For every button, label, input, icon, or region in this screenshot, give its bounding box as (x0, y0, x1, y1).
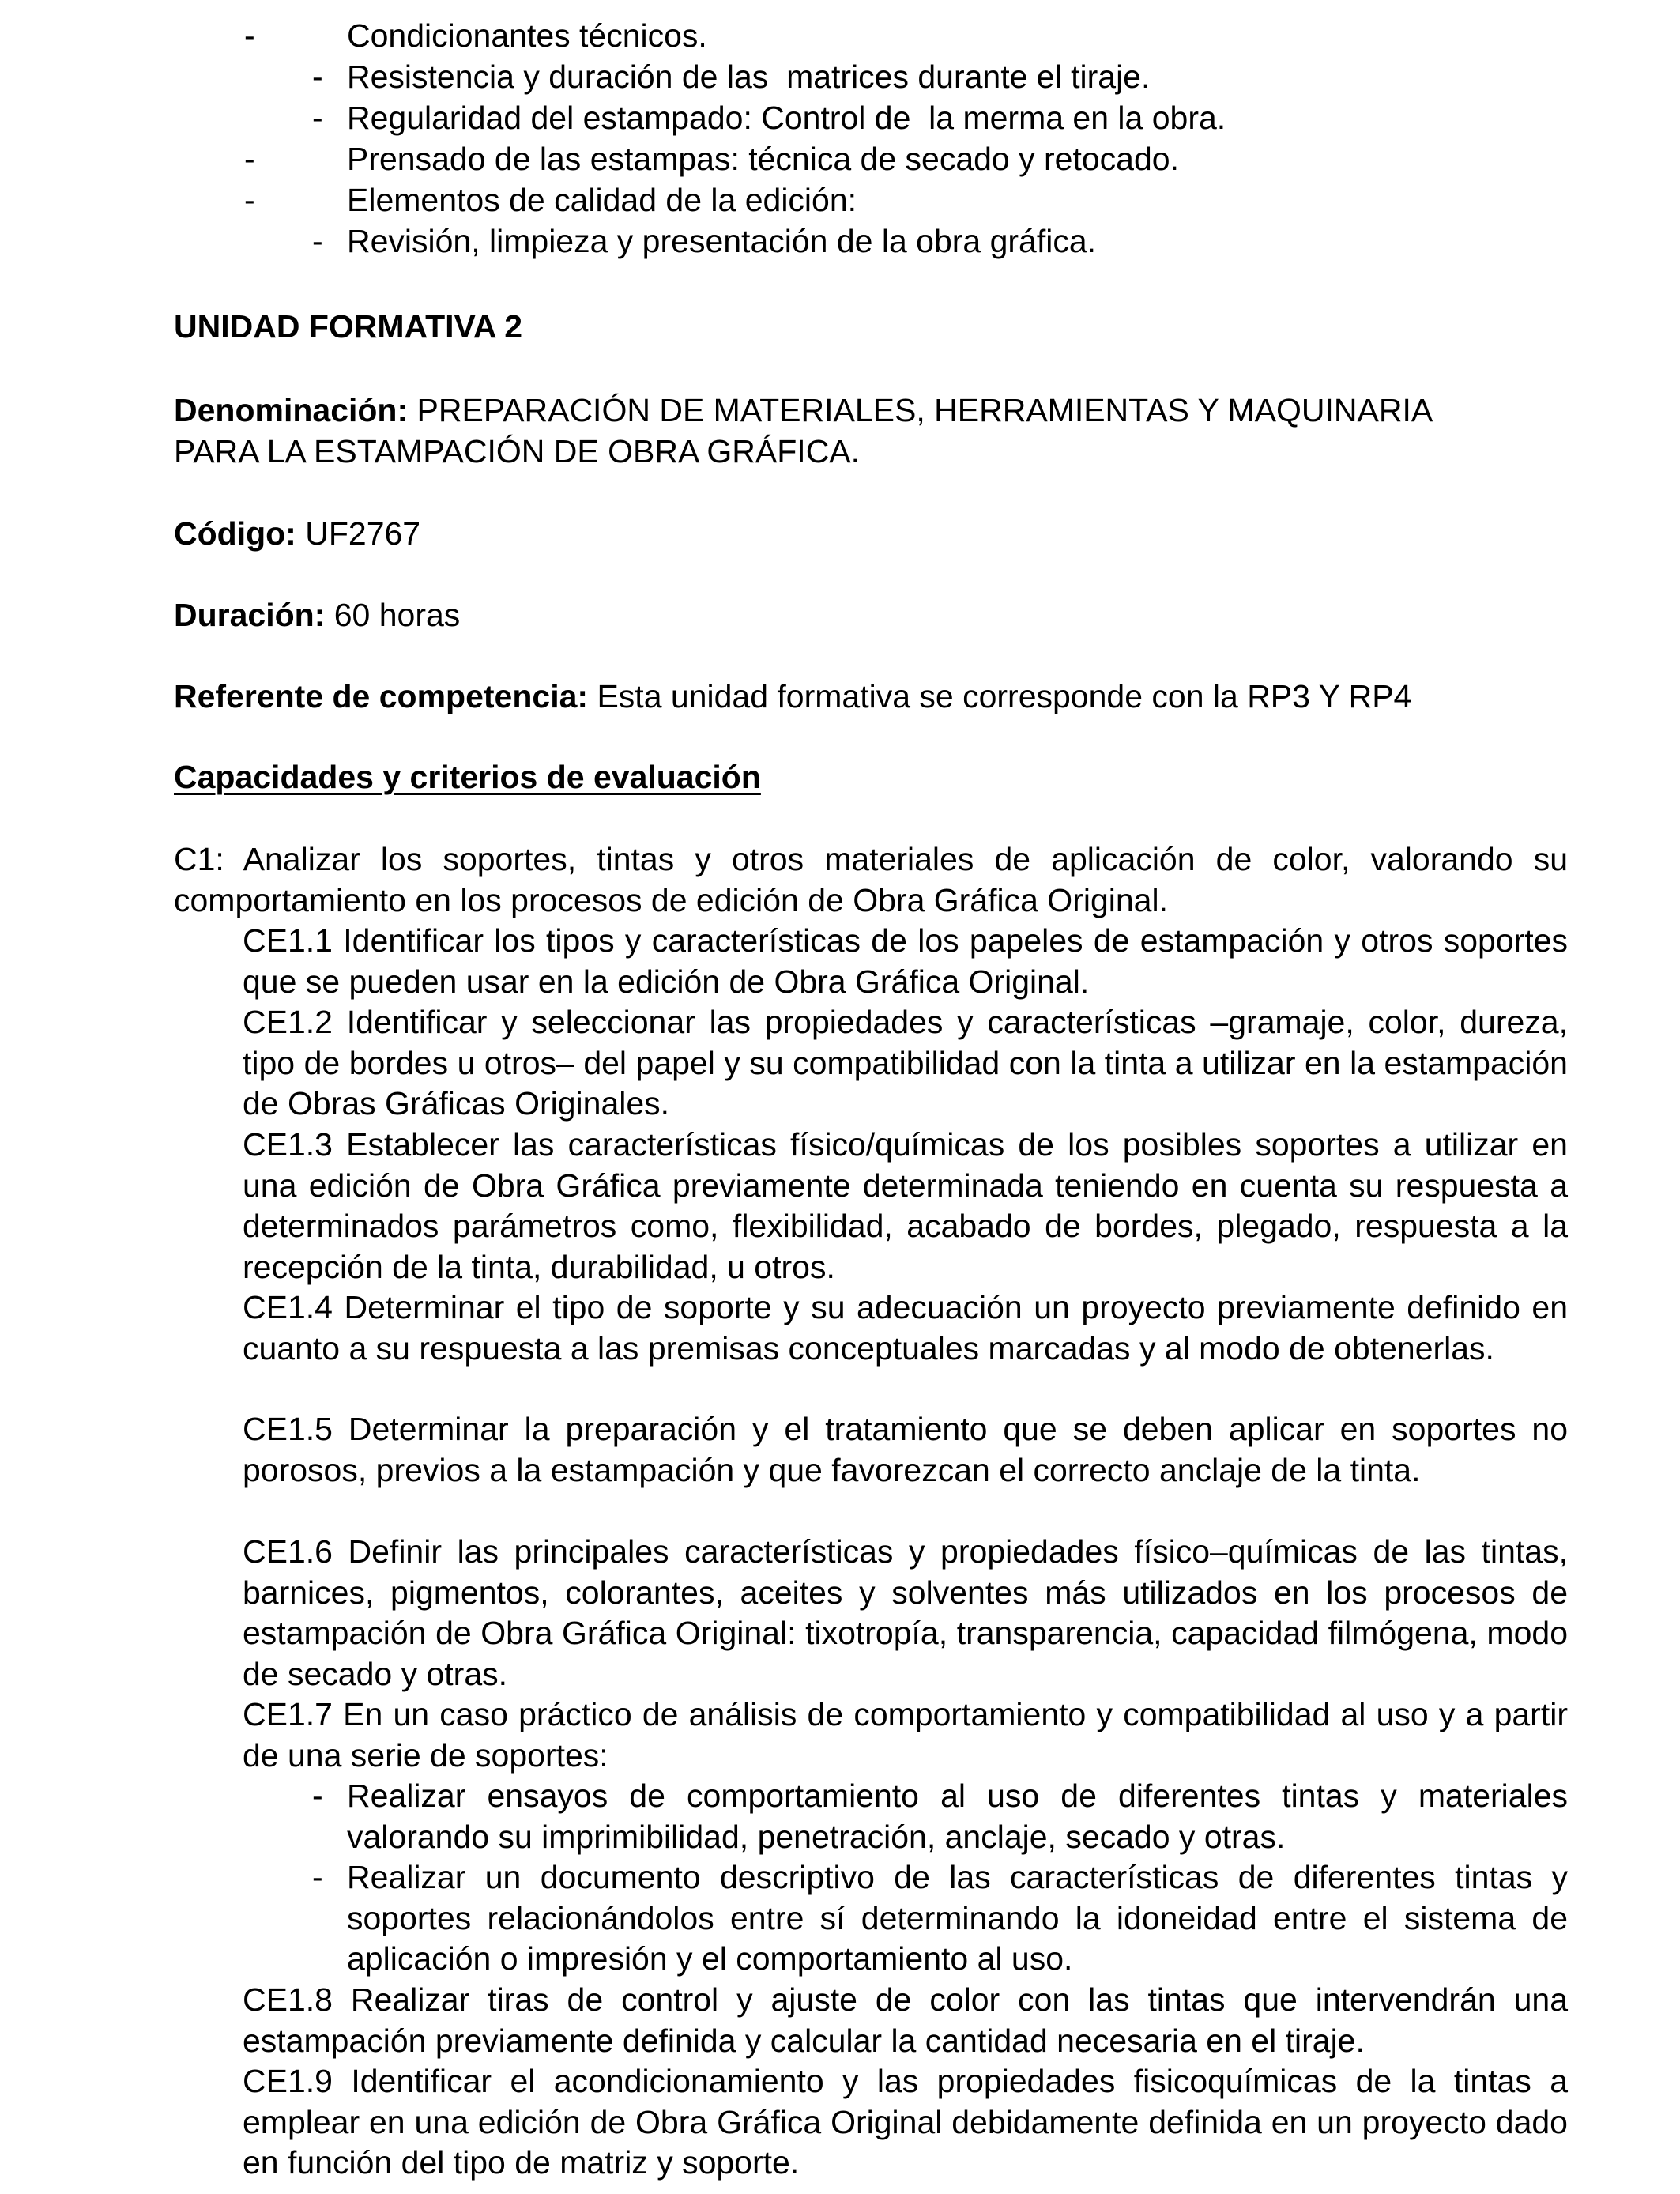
list-marker: - (312, 58, 323, 95)
denominacion-value: PREPARACIÓN DE MATERIALES, HERRAMIENTAS Y MAQUINARIA (408, 392, 1433, 428)
unit-title: UNIDAD FORMATIVA 2 (174, 308, 523, 345)
ce17-subitem-text: Realizar un documento descriptivo de las características de diferentes tintas y soportes relacionándolos entre sí determinando la idoneidad entre el sistema de aplicación o impresión y el comportamiento al uso. (347, 1859, 1568, 1977)
list-marker: - (244, 17, 255, 54)
criterion-ce1-7: CE1.7 En un caso práctico de análisis de comportamiento y compatibilidad al uso y a partir de una serie de soportes: (243, 1696, 1568, 1774)
ce17-subitem (347, 1776, 1568, 1857)
list-item: Resistencia y duración de las matrices durante el tiraje. (347, 58, 1151, 95)
criterion-ce1-1: CE1.1 Identificar los tipos y características de los papeles de estampación y otros soportes que se pueden usar en la edición de Obra Gráfica Original. (243, 922, 1568, 1000)
codigo-field (174, 514, 420, 555)
referente-label: Referente de competencia: (174, 678, 589, 714)
list-marker: - (244, 141, 255, 177)
duracion-field (174, 595, 460, 636)
list-item: Elementos de calidad de la edición: (347, 182, 857, 218)
c1-paragraph: C1: Analizar los soportes, tintas y otros materiales de aplicación de color, valorando su comportamiento en los procesos de edición de Obra Gráfica Original. (174, 841, 1568, 918)
criterion-ce1-9: CE1.9 Identificar el acondicionamiento y las propiedades fisicoquímicas de la tintas a emplear en una edición de Obra Gráfica Original debidamente definida en un proyecto dado en función del tipo de matriz y soporte. (243, 2063, 1568, 2181)
criterion-ce1-8: CE1.8 Realizar tiras de control y ajuste de color con las tintas que intervendrán una estampación previamente definida y calcular la cantidad necesaria en el tiraje. (243, 1981, 1568, 2059)
ce17-subitem-text: Realizar ensayos de comportamiento al uso de diferentes tintas y materiales valorando su imprimibilidad, penetración, anclaje, secado y otras. (347, 1777, 1568, 1855)
duracion-label: Duración: (174, 597, 326, 633)
criterion-ce1-5: CE1.5 Determinar la preparación y el tratamiento que se deben aplicar en soportes no porosos, previos a la estampación y que favorezcan el correcto anclaje de la tinta. (243, 1411, 1568, 1488)
list-marker: - (244, 182, 255, 218)
referente-value: Esta unidad formativa se corresponde con la RP3 Y RP4 (588, 678, 1412, 714)
ce17-subitem (347, 1857, 1568, 1980)
criterion-ce1-3: CE1.3 Establecer las características físico/químicas de los posibles soportes a utilizar en una edición de Obra Gráfica previamente determinada teniendo en cuenta su respuesta a determinados parámetros como, flexibilidad, acabado de bordes, plegado, respuesta a la recepción de la tinta, durabilidad, u otros. (243, 1126, 1568, 1285)
denominacion-line1 (174, 390, 1433, 432)
capacidades-heading: Capacidades y criterios de evaluación (174, 759, 761, 795)
list-marker: - (312, 1859, 323, 1895)
list-marker: - (312, 1777, 323, 1814)
list-marker: - (312, 100, 323, 136)
criterion-ce1-6: CE1.6 Definir las principales características y propiedades físico–químicas de las tintas, barnices, pigmentos, colorantes, aceites y solventes más utilizados en los procesos de estampación de Obra Gráfica Original: tixotropía, transparencia, capacidad filmógena, modo de secado y otras. (243, 1533, 1568, 1692)
list-item: Prensado de las estampas: técnica de secado y retocado. (347, 141, 1179, 177)
criterion-ce1-4: CE1.4 Determinar el tipo de soporte y su adecuación un proyecto previamente definido en cuanto a su respuesta a las premisas conceptuales marcadas y al modo de obtenerlas. (243, 1289, 1568, 1367)
referente-field (174, 677, 1411, 718)
denominacion-line2: PARA LA ESTAMPACIÓN DE OBRA GRÁFICA. (174, 433, 861, 469)
denominacion-label: Denominación: (174, 392, 409, 428)
codigo-value: UF2767 (296, 515, 421, 552)
list-marker: - (312, 223, 323, 259)
criterion-ce1-2: CE1.2 Identificar y seleccionar las propiedades y características –gramaje, color, dureza, tipo de bordes u otros– del papel y su compatibilidad con la tinta a utilizar en la estampación de Obras Gráficas Originales. (243, 1004, 1568, 1122)
list-item: Condicionantes técnicos. (347, 17, 707, 54)
list-item: Regularidad del estampado: Control de la merma en la obra. (347, 100, 1226, 136)
codigo-label: Código: (174, 515, 296, 552)
list-item: Revisión, limpieza y presentación de la obra gráfica. (347, 223, 1097, 259)
duracion-value: 60 horas (325, 597, 461, 633)
